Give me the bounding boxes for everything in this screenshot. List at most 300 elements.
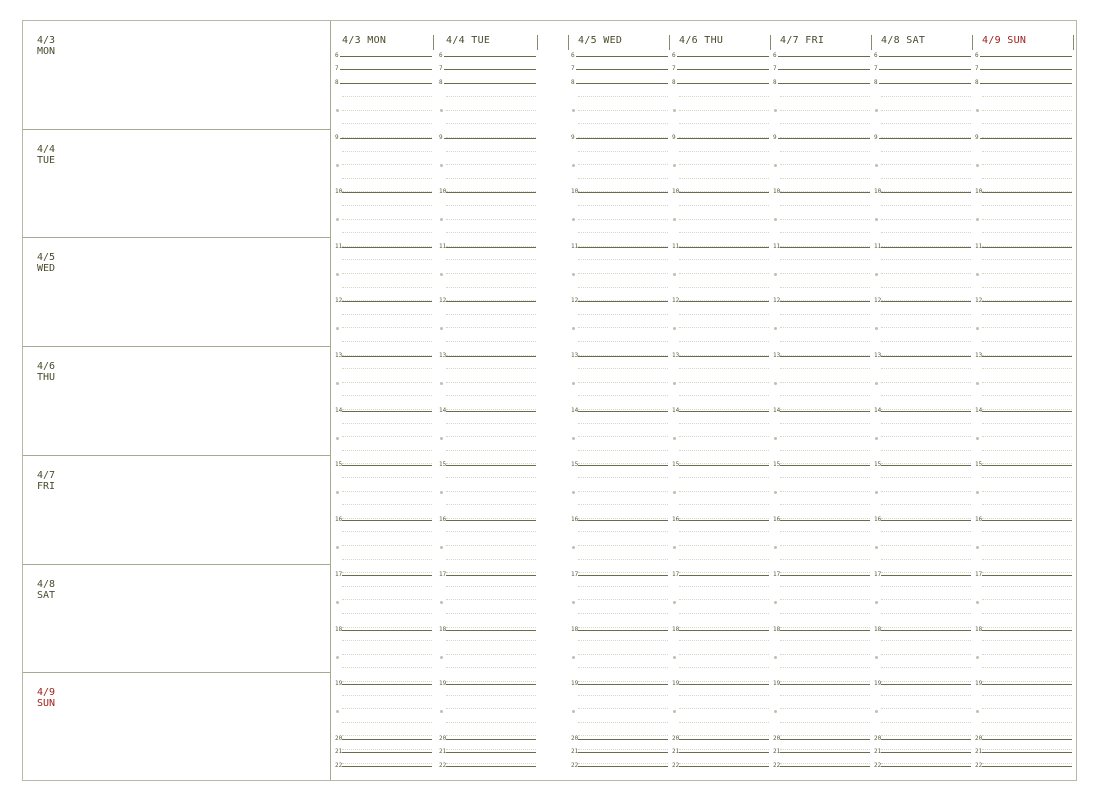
guide-line — [881, 382, 971, 383]
hour-line — [780, 739, 870, 740]
hour-label: 7 — [571, 65, 575, 72]
guide-line — [342, 531, 432, 532]
guide-line — [780, 259, 870, 260]
hour-label: 8 — [571, 79, 575, 86]
hour-label: 22 — [672, 762, 680, 769]
guide-line — [780, 287, 870, 288]
guide-line — [679, 504, 769, 505]
day-column-header: 4/8 SAT — [881, 35, 926, 46]
guide-line — [780, 409, 870, 410]
hour-line — [342, 247, 432, 248]
day-notes-cell[interactable] — [23, 673, 330, 782]
half-hour-dot — [572, 546, 575, 549]
guide-line — [679, 205, 769, 206]
guide-line — [881, 219, 971, 220]
hour-line — [446, 520, 536, 521]
hour-label: 8 — [672, 79, 676, 86]
guide-line — [578, 749, 668, 750]
guide-line — [578, 450, 668, 451]
guide-line — [342, 382, 432, 383]
hour-line — [778, 56, 870, 57]
hour-label: 22 — [571, 762, 579, 769]
half-hour-dot — [673, 327, 676, 330]
hour-line — [444, 56, 536, 57]
weekly-planner — [22, 20, 1077, 781]
guide-line — [982, 531, 1072, 532]
guide-line — [342, 96, 432, 97]
guide-line — [982, 368, 1072, 369]
hour-line — [780, 630, 870, 631]
guide-line — [881, 409, 971, 410]
guide-line — [446, 259, 536, 260]
hour-label: 13 — [672, 352, 680, 359]
hour-line — [446, 301, 536, 302]
guide-line — [342, 123, 432, 124]
hour-label: 7 — [439, 65, 443, 72]
hour-label: 18 — [335, 626, 343, 633]
guide-line — [446, 314, 536, 315]
hour-label: 22 — [439, 762, 447, 769]
hour-line — [980, 83, 1072, 84]
header-divider — [1073, 35, 1074, 50]
guide-line — [446, 586, 536, 587]
guide-line — [982, 491, 1072, 492]
hour-label: 13 — [975, 352, 983, 359]
half-hour-dot — [440, 491, 443, 494]
guide-line — [881, 232, 971, 233]
guide-line — [342, 708, 432, 709]
hour-line — [446, 192, 536, 193]
hour-line — [780, 575, 870, 576]
half-hour-dot — [440, 546, 443, 549]
guide-line — [578, 545, 668, 546]
hour-label: 9 — [773, 134, 777, 141]
guide-line — [982, 763, 1072, 764]
hour-line — [342, 739, 432, 740]
guide-line — [982, 735, 1072, 736]
guide-line — [780, 110, 870, 111]
hour-line — [342, 684, 432, 685]
guide-line — [881, 436, 971, 437]
guide-line — [578, 627, 668, 628]
half-hour-dot — [440, 656, 443, 659]
hour-label: 14 — [773, 407, 781, 414]
hour-label: 8 — [439, 79, 443, 86]
hour-line — [881, 575, 971, 576]
guide-line — [982, 599, 1072, 600]
half-hour-dot — [976, 491, 979, 494]
guide-line — [881, 763, 971, 764]
hour-label: 17 — [672, 571, 680, 578]
hour-line — [342, 301, 432, 302]
guide-line — [982, 232, 1072, 233]
hour-label: 21 — [773, 748, 781, 755]
guide-line — [982, 640, 1072, 641]
day-notes-cell[interactable] — [23, 21, 330, 130]
day-notes-cell[interactable] — [23, 456, 330, 565]
day-notes-date: 4/5 — [37, 252, 56, 264]
guide-line — [679, 96, 769, 97]
hour-label: 9 — [571, 134, 575, 141]
hour-label: 10 — [439, 188, 447, 195]
guide-line — [578, 178, 668, 179]
hour-line — [444, 69, 536, 70]
day-column[interactable] — [770, 21, 872, 780]
half-hour-dot — [673, 218, 676, 221]
guide-line — [342, 504, 432, 505]
half-hour-dot — [572, 437, 575, 440]
hour-label: 21 — [335, 748, 343, 755]
hour-line — [881, 465, 971, 466]
guide-line — [446, 450, 536, 451]
guide-line — [578, 586, 668, 587]
guide-line — [578, 708, 668, 709]
guide-line — [342, 667, 432, 668]
guide-line — [780, 586, 870, 587]
half-hour-dot — [440, 327, 443, 330]
guide-line — [982, 395, 1072, 396]
guide-line — [578, 395, 668, 396]
guide-line — [342, 545, 432, 546]
hour-line — [679, 356, 769, 357]
hour-line — [677, 69, 769, 70]
guide-line — [342, 572, 432, 573]
guide-line — [780, 763, 870, 764]
guide-line — [982, 259, 1072, 260]
hour-line — [881, 411, 971, 412]
day-column[interactable] — [568, 21, 670, 780]
day-column[interactable] — [669, 21, 771, 780]
day-notes-cell[interactable] — [23, 130, 330, 239]
day-column-header: 4/4 TUE — [446, 35, 491, 46]
guide-line — [780, 327, 870, 328]
guide-line — [780, 450, 870, 451]
guide-line — [780, 681, 870, 682]
guide-line — [982, 327, 1072, 328]
guide-line — [881, 708, 971, 709]
guide-line — [679, 178, 769, 179]
guide-line — [679, 586, 769, 587]
half-hour-dot — [440, 710, 443, 713]
guide-line — [342, 518, 432, 519]
guide-line — [881, 695, 971, 696]
guide-line — [342, 613, 432, 614]
half-hour-dot — [774, 164, 777, 167]
guide-line — [446, 341, 536, 342]
guide-line — [342, 722, 432, 723]
guide-line — [342, 368, 432, 369]
guide-line — [578, 314, 668, 315]
guide-line — [982, 178, 1072, 179]
hour-label: 9 — [975, 134, 979, 141]
hour-line — [444, 83, 536, 84]
hour-label: 14 — [874, 407, 882, 414]
day-column[interactable] — [332, 21, 434, 780]
guide-line — [679, 695, 769, 696]
guide-line — [780, 273, 870, 274]
half-hour-dot — [440, 164, 443, 167]
half-hour-dot — [440, 218, 443, 221]
guide-line — [679, 341, 769, 342]
guide-line — [780, 232, 870, 233]
hour-label: 14 — [571, 407, 579, 414]
hour-line — [879, 56, 971, 57]
half-hour-dot — [875, 710, 878, 713]
half-hour-dot — [572, 109, 575, 112]
day-notes-weekday: THU — [37, 372, 56, 384]
guide-line — [342, 640, 432, 641]
hour-label: 11 — [571, 243, 579, 250]
hour-line — [982, 684, 1072, 685]
half-hour-dot — [336, 491, 339, 494]
guide-line — [342, 586, 432, 587]
day-notes-weekday: SAT — [37, 589, 56, 601]
guide-line — [578, 695, 668, 696]
half-hour-dot — [774, 437, 777, 440]
guide-line — [679, 382, 769, 383]
guide-line — [982, 164, 1072, 165]
guide-line — [578, 164, 668, 165]
half-hour-dot — [440, 382, 443, 385]
day-notes-date: 4/7 — [37, 469, 56, 481]
guide-line — [982, 96, 1072, 97]
half-hour-dot — [440, 273, 443, 276]
half-hour-dot — [976, 710, 979, 713]
hour-line — [342, 520, 432, 521]
hour-label: 13 — [773, 352, 781, 359]
guide-line — [780, 178, 870, 179]
guide-line — [578, 436, 668, 437]
hour-label: 18 — [672, 626, 680, 633]
hour-line — [679, 411, 769, 412]
hour-label: 22 — [874, 762, 882, 769]
hour-label: 14 — [335, 407, 343, 414]
half-hour-dot — [572, 491, 575, 494]
half-hour-dot — [673, 546, 676, 549]
half-hour-dot — [774, 273, 777, 276]
guide-line — [342, 599, 432, 600]
hour-line — [340, 138, 432, 139]
guide-line — [881, 504, 971, 505]
guide-line — [780, 341, 870, 342]
hour-line — [982, 301, 1072, 302]
guide-line — [881, 259, 971, 260]
guide-line — [881, 559, 971, 560]
guide-line — [446, 273, 536, 274]
half-hour-dot — [976, 327, 979, 330]
hour-line — [342, 766, 432, 767]
guide-line — [881, 178, 971, 179]
guide-line — [780, 205, 870, 206]
guide-line — [982, 545, 1072, 546]
hour-line — [576, 138, 668, 139]
half-hour-dot — [336, 437, 339, 440]
hour-line — [342, 411, 432, 412]
hour-label: 20 — [672, 735, 680, 742]
hour-label: 16 — [874, 516, 882, 523]
half-hour-dot — [875, 382, 878, 385]
hour-label: 11 — [439, 243, 447, 250]
hour-label: 9 — [335, 134, 339, 141]
header-divider — [537, 35, 538, 50]
guide-line — [342, 559, 432, 560]
day-notes-date: 4/9 — [37, 687, 56, 699]
guide-line — [679, 450, 769, 451]
guide-line — [446, 735, 536, 736]
half-hour-dot — [673, 601, 676, 604]
hour-line — [342, 192, 432, 193]
hour-line — [342, 575, 432, 576]
hour-line — [679, 630, 769, 631]
hour-line — [982, 411, 1072, 412]
half-hour-dot — [976, 601, 979, 604]
hour-label: 11 — [335, 243, 343, 250]
hour-label: 11 — [672, 243, 680, 250]
guide-line — [578, 599, 668, 600]
guide-line — [679, 409, 769, 410]
hour-line — [881, 192, 971, 193]
day-notes-cell[interactable] — [23, 238, 330, 347]
guide-line — [780, 151, 870, 152]
hour-line — [679, 684, 769, 685]
hour-label: 6 — [335, 52, 339, 59]
hour-line — [780, 766, 870, 767]
day-notes-cell[interactable] — [23, 565, 330, 674]
guide-line — [578, 477, 668, 478]
guide-line — [982, 572, 1072, 573]
hour-label: 12 — [874, 297, 882, 304]
guide-line — [446, 368, 536, 369]
hour-line — [679, 766, 769, 767]
day-column-header: 4/5 WED — [578, 35, 623, 46]
guide-line — [780, 667, 870, 668]
hour-label: 7 — [672, 65, 676, 72]
hour-line — [980, 138, 1072, 139]
guide-line — [446, 287, 536, 288]
guide-line — [679, 749, 769, 750]
day-column[interactable] — [972, 21, 1074, 780]
guide-line — [578, 259, 668, 260]
guide-line — [982, 110, 1072, 111]
hour-label: 21 — [672, 748, 680, 755]
day-notes-weekday: TUE — [37, 154, 56, 166]
guide-line — [679, 640, 769, 641]
hour-line — [677, 83, 769, 84]
guide-line — [881, 341, 971, 342]
guide-line — [780, 518, 870, 519]
guide-line — [780, 436, 870, 437]
hour-label: 10 — [874, 188, 882, 195]
guide-line — [342, 273, 432, 274]
guide-line — [679, 531, 769, 532]
hour-label: 11 — [874, 243, 882, 250]
guide-line — [780, 395, 870, 396]
hour-line — [780, 684, 870, 685]
hour-label: 19 — [439, 680, 447, 687]
guide-line — [881, 640, 971, 641]
day-column-header: 4/6 THU — [679, 35, 724, 46]
guide-line — [446, 531, 536, 532]
hour-line — [446, 752, 536, 753]
half-hour-dot — [336, 273, 339, 276]
hour-label: 10 — [975, 188, 983, 195]
hour-label: 18 — [773, 626, 781, 633]
day-notes-cell[interactable] — [23, 347, 330, 456]
guide-line — [578, 341, 668, 342]
hour-label: 6 — [773, 52, 777, 59]
guide-line — [881, 368, 971, 369]
guide-line — [342, 627, 432, 628]
guide-line — [446, 708, 536, 709]
half-hour-dot — [572, 273, 575, 276]
hour-line — [881, 520, 971, 521]
guide-line — [881, 491, 971, 492]
day-notes-column — [23, 21, 331, 780]
guide-line — [982, 477, 1072, 478]
guide-line — [578, 273, 668, 274]
hour-label: 19 — [975, 680, 983, 687]
guide-line — [578, 681, 668, 682]
hour-label: 12 — [571, 297, 579, 304]
hour-line — [342, 356, 432, 357]
hour-line — [980, 56, 1072, 57]
guide-line — [881, 531, 971, 532]
hour-line — [446, 575, 536, 576]
guide-line — [780, 627, 870, 628]
hour-line — [980, 69, 1072, 70]
guide-line — [578, 613, 668, 614]
guide-line — [780, 545, 870, 546]
hour-line — [446, 739, 536, 740]
hour-label: 18 — [975, 626, 983, 633]
hour-label: 18 — [874, 626, 882, 633]
hour-label: 12 — [439, 297, 447, 304]
guide-line — [881, 314, 971, 315]
hour-line — [578, 752, 668, 753]
guide-line — [578, 151, 668, 152]
guide-line — [780, 722, 870, 723]
half-hour-dot — [875, 491, 878, 494]
hour-label: 12 — [773, 297, 781, 304]
guide-line — [679, 708, 769, 709]
hour-line — [879, 83, 971, 84]
hour-line — [982, 192, 1072, 193]
hour-label: 11 — [975, 243, 983, 250]
hour-label: 6 — [439, 52, 443, 59]
day-column[interactable] — [871, 21, 973, 780]
guide-line — [679, 273, 769, 274]
day-column[interactable] — [436, 21, 538, 780]
day-notes-date: 4/8 — [37, 578, 56, 590]
hour-label: 14 — [439, 407, 447, 414]
guide-line — [679, 436, 769, 437]
hour-label: 6 — [975, 52, 979, 59]
half-hour-dot — [673, 273, 676, 276]
guide-line — [446, 599, 536, 600]
guide-line — [679, 151, 769, 152]
hour-label: 15 — [874, 461, 882, 468]
hour-label: 9 — [672, 134, 676, 141]
guide-line — [446, 151, 536, 152]
guide-line — [780, 613, 870, 614]
hour-line — [578, 766, 668, 767]
hour-label: 12 — [335, 297, 343, 304]
guide-line — [881, 586, 971, 587]
day-column-header: 4/7 FRI — [780, 35, 825, 46]
hour-line — [340, 56, 432, 57]
guide-line — [780, 749, 870, 750]
guide-line — [578, 559, 668, 560]
